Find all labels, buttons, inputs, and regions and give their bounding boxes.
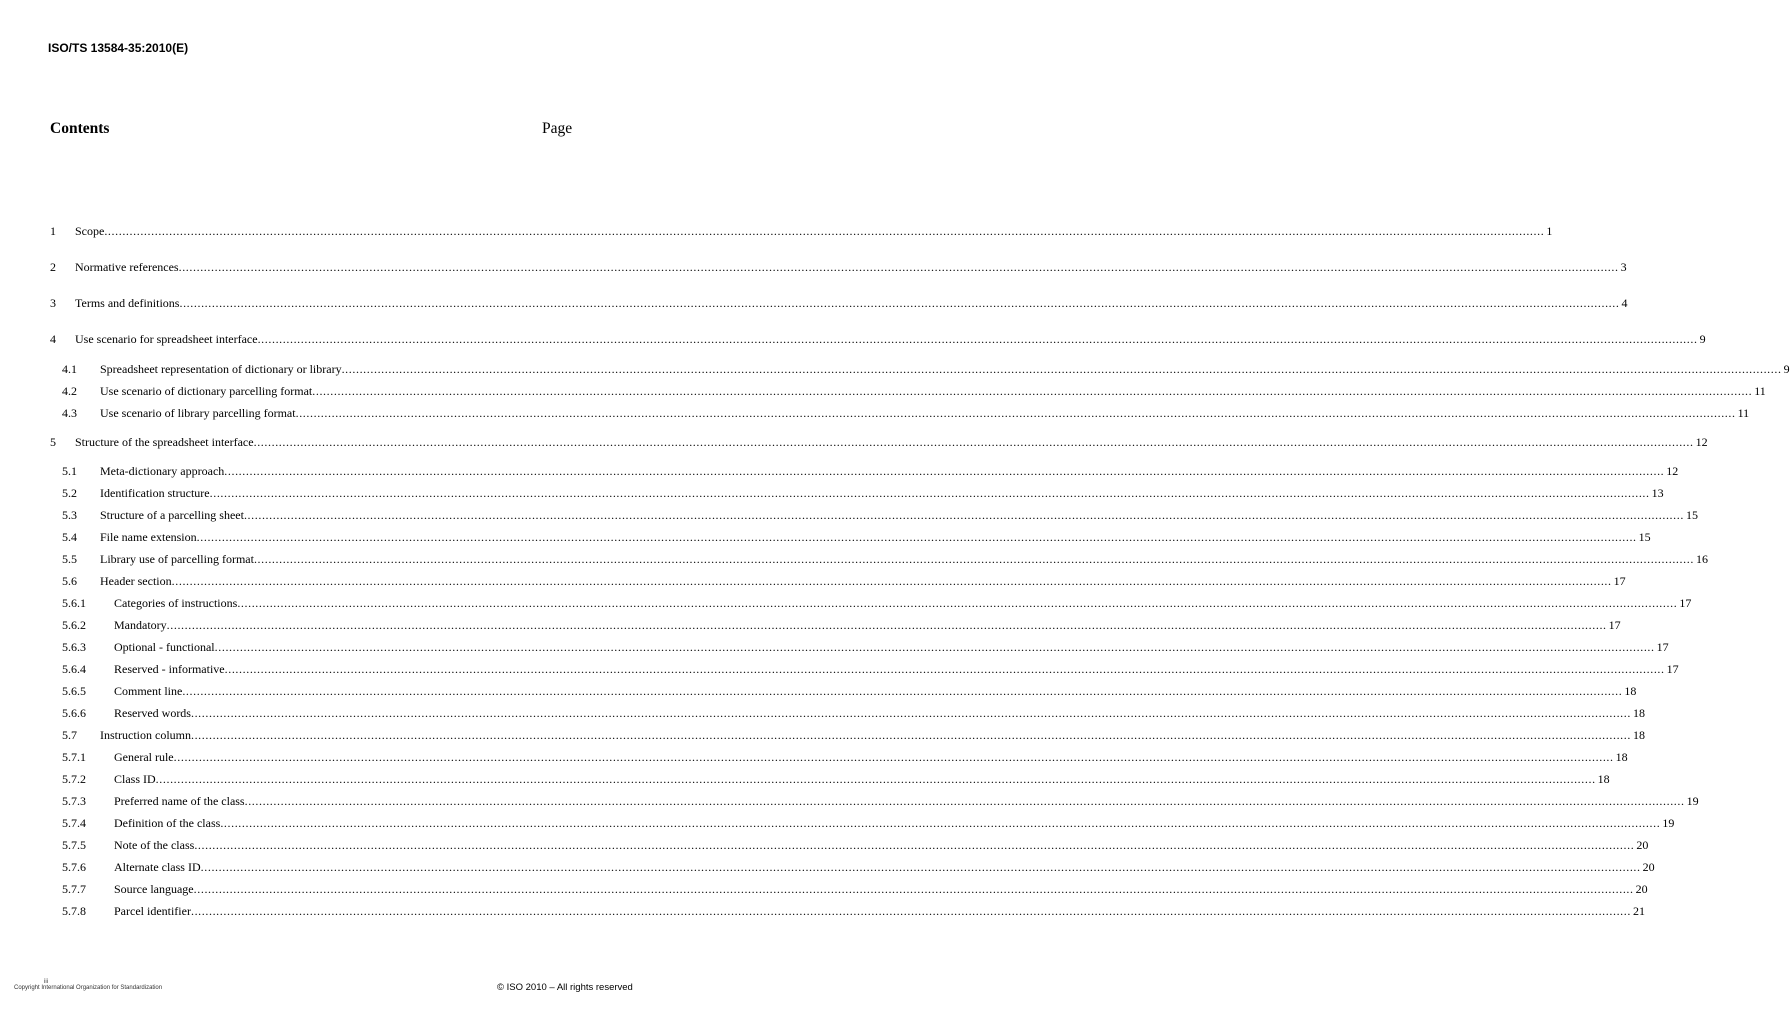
toc-entry-title: Scope [75, 224, 105, 238]
toc-dot-leader: ................................................................................................................................................................................................................................................................................................................................................................................................................ [155, 772, 1596, 786]
toc-entry-title: Parcel identifier [114, 904, 191, 918]
toc-entry-page: 9 [1783, 362, 1790, 376]
toc-dot-leader: ................................................................................................................................................................................................................................................................................................................................................................................................................ [179, 296, 1620, 310]
toc-dot-leader: ................................................................................................................................................................................................................................................................................................................................................................................................................ [243, 508, 1684, 522]
footer-copyright-text: Copyright International Organization for Standardization [14, 985, 163, 991]
toc-entry-title: Reserved words [114, 706, 191, 720]
toc-entry-page: 17 [1656, 640, 1669, 654]
toc-entry-number: 5.7.2 [62, 772, 86, 786]
toc-entry-title: Header section [100, 574, 172, 588]
toc-entry-page: 19 [1686, 794, 1699, 808]
toc-dot-leader: ................................................................................................................................................................................................................................................................................................................................................................................................................ [178, 260, 1619, 274]
toc-dot-leader: ................................................................................................................................................................................................................................................................................................................................................................................................................ [214, 640, 1655, 654]
toc-entry[interactable] [0, 405, 1750, 421]
toc-entry-number: 5.6.3 [62, 640, 86, 654]
toc-entry-title: Alternate class ID [114, 860, 201, 874]
toc-entry[interactable] [0, 705, 1645, 721]
toc-entry-number: 5.6.4 [62, 662, 86, 676]
toc-dot-leader: ................................................................................................................................................................................................................................................................................................................................................................................................................ [196, 530, 1637, 544]
toc-entry-title: Reserved - informative [114, 662, 225, 676]
page-column-label: Page [542, 120, 573, 137]
toc-entry-title: Instruction column [100, 728, 191, 742]
toc-dot-leader: ................................................................................................................................................................................................................................................................................................................................................................................................................ [220, 816, 1661, 830]
toc-entry-title: File name extension [100, 530, 197, 544]
toc-dot-leader: ................................................................................................................................................................................................................................................................................................................................................................................................................ [224, 464, 1665, 478]
toc-entry-page: 20 [1642, 860, 1655, 874]
toc-dot-leader: ................................................................................................................................................................................................................................................................................................................................................................................................................ [200, 860, 1641, 874]
toc-entry[interactable] [0, 573, 1626, 589]
toc-entry-title: Source language [114, 882, 194, 896]
toc-entry-number: 5.7.3 [62, 794, 86, 808]
toc-entry-number: 4.3 [62, 406, 77, 420]
toc-entry-page: 18 [1615, 750, 1628, 764]
toc-entry-page: 21 [1632, 904, 1645, 918]
toc-entry[interactable] [0, 259, 1627, 275]
toc-dot-leader: ................................................................................................................................................................................................................................................................................................................................................................................................................ [182, 684, 1623, 698]
toc-entry[interactable] [0, 551, 1708, 567]
toc-entry-number: 5.6.2 [62, 618, 86, 632]
toc-entry-title: Note of the class [114, 838, 195, 852]
toc-entry[interactable] [0, 595, 1692, 611]
toc-entry-page: 18 [1597, 772, 1610, 786]
toc-entry-title: Optional - functional [114, 640, 215, 654]
toc-entry-number: 5.4 [62, 530, 77, 544]
toc-entry-page: 11 [1737, 406, 1750, 420]
toc-dot-leader: ................................................................................................................................................................................................................................................................................................................................................................................................................ [209, 486, 1650, 500]
toc-dot-leader: ................................................................................................................................................................................................................................................................................................................................................................................................................ [104, 224, 1545, 238]
toc-entry-title: General rule [114, 750, 174, 764]
toc-entry-page: 17 [1666, 662, 1679, 676]
toc-entry[interactable] [0, 661, 1679, 677]
toc-entry-title: Meta-dictionary approach [100, 464, 225, 478]
toc-entry-number: 4 [50, 332, 56, 346]
toc-entry-number: 1 [50, 224, 56, 238]
toc-entry[interactable] [0, 683, 1637, 699]
toc-entry-title: Terms and definitions [75, 296, 180, 310]
page-header: ISO/TS 13584-35:2010(E) [48, 41, 189, 55]
toc-entry-number: 4.1 [62, 362, 77, 376]
toc-entry[interactable] [0, 793, 1699, 809]
toc-entry-number: 5.3 [62, 508, 77, 522]
toc-entry-page: 18 [1632, 728, 1645, 742]
toc-entry-number: 5.7.6 [62, 860, 86, 874]
toc-entry-page: 12 [1666, 464, 1679, 478]
toc-entry-page: 20 [1636, 838, 1649, 852]
toc-dot-leader: ................................................................................................................................................................................................................................................................................................................................................................................................................ [190, 728, 1631, 742]
toc-entry-number: 5.6.1 [62, 596, 86, 610]
footer-roman-page: iii [44, 979, 48, 985]
toc-entry-title: Class ID [114, 772, 156, 786]
toc-entry-title: Use scenario for spreadsheet interface [75, 332, 258, 346]
toc-dot-leader: ................................................................................................................................................................................................................................................................................................................................................................................................................ [253, 435, 1694, 449]
toc-dot-leader: ................................................................................................................................................................................................................................................................................................................................................................................................................ [224, 662, 1665, 676]
toc-entry[interactable] [0, 361, 1790, 377]
toc-dot-leader: ................................................................................................................................................................................................................................................................................................................................................................................................................ [341, 362, 1782, 376]
toc-entry-title: Preferred name of the class [114, 794, 245, 808]
toc-entry[interactable] [0, 295, 1628, 311]
toc-entry-page: 18 [1624, 684, 1637, 698]
toc-dot-leader: ................................................................................................................................................................................................................................................................................................................................................................................................................ [312, 384, 1753, 398]
toc-dot-leader: ................................................................................................................................................................................................................................................................................................................................................................................................................ [194, 838, 1635, 852]
toc-entry-number: 3 [50, 296, 56, 310]
toc-entry-page: 16 [1695, 552, 1708, 566]
toc-dot-leader: ................................................................................................................................................................................................................................................................................................................................................................................................................ [190, 706, 1631, 720]
toc-entry[interactable] [0, 617, 1621, 633]
toc-entry-page: 1 [1546, 224, 1553, 238]
toc-entry-page: 17 [1679, 596, 1692, 610]
toc-entry-page: 15 [1638, 530, 1651, 544]
toc-entry[interactable] [0, 727, 1645, 743]
toc-entry-title: Categories of instructions [114, 596, 238, 610]
toc-entry-number: 5.2 [62, 486, 77, 500]
toc-entry-title: Comment line [114, 684, 183, 698]
toc-entry-number: 5.6 [62, 574, 77, 588]
toc-dot-leader: ................................................................................................................................................................................................................................................................................................................................................................................................................ [166, 618, 1607, 632]
toc-entry[interactable] [0, 485, 1664, 501]
toc-entry[interactable] [0, 903, 1645, 919]
toc-entry-title: Structure of a parcelling sheet [100, 508, 244, 522]
toc-entry-title: Identification structure [100, 486, 210, 500]
toc-dot-leader: ................................................................................................................................................................................................................................................................................................................................................................................................................ [295, 406, 1736, 420]
toc-entry-page: 13 [1651, 486, 1664, 500]
toc-entry[interactable] [0, 837, 1649, 853]
toc-entry-page: 11 [1754, 384, 1766, 398]
toc-entry-number: 5.6.5 [62, 684, 86, 698]
toc-entry[interactable] [0, 529, 1651, 545]
toc-entry-number: 5.7.1 [62, 750, 86, 764]
toc-dot-leader: ................................................................................................................................................................................................................................................................................................................................................................................................................ [171, 574, 1612, 588]
toc-entry-page: 3 [1620, 260, 1627, 274]
toc-entry[interactable] [0, 771, 1610, 787]
toc-entry-title: Use scenario of dictionary parcelling format [100, 384, 313, 398]
toc-entry-title: Normative references [75, 260, 179, 274]
toc-dot-leader: ................................................................................................................................................................................................................................................................................................................................................................................................................ [173, 750, 1614, 764]
toc-dot-leader: ................................................................................................................................................................................................................................................................................................................................................................................................................ [253, 552, 1694, 566]
toc-entry-page: 20 [1635, 882, 1648, 896]
toc-entry-page: 19 [1662, 816, 1675, 830]
toc-entry-number: 5.7.7 [62, 882, 86, 896]
toc-dot-leader: ................................................................................................................................................................................................................................................................................................................................................................................................................ [190, 904, 1631, 918]
toc-entry-number: 5.7.5 [62, 838, 86, 852]
toc-entry-page: 18 [1632, 706, 1645, 720]
toc-dot-leader: ................................................................................................................................................................................................................................................................................................................................................................................................................ [244, 794, 1685, 808]
footer-copyright-left [14, 979, 163, 991]
toc-entry-title: Library use of parcelling format [100, 552, 254, 566]
toc-entry[interactable] [0, 434, 1708, 450]
toc-entry[interactable] [0, 507, 1698, 523]
toc-entry-page: 9 [1699, 332, 1706, 346]
toc-entry-title: Definition of the class [114, 816, 221, 830]
toc-entry[interactable] [0, 881, 1648, 897]
toc-entry-number: 5.5 [62, 552, 77, 566]
toc-entry[interactable] [0, 383, 1766, 399]
footer-copyright-right: © ISO 2010 – All rights reserved [497, 982, 633, 993]
toc-entry-number: 5 [50, 435, 56, 449]
toc-entry[interactable] [0, 639, 1669, 655]
contents-title: Contents [50, 120, 110, 137]
toc-entry[interactable] [0, 859, 1655, 875]
toc-dot-leader: ................................................................................................................................................................................................................................................................................................................................................................................................................ [257, 332, 1698, 346]
toc-entry-page: 15 [1685, 508, 1698, 522]
toc-entry-title: Mandatory [114, 618, 167, 632]
toc-entry-number: 5.1 [62, 464, 77, 478]
toc-entry-title: Use scenario of library parcelling format [100, 406, 296, 420]
toc-entry-number: 5.7 [62, 728, 77, 742]
toc-entry-number: 2 [50, 260, 56, 274]
toc-entry-page: 4 [1621, 296, 1628, 310]
toc-entry-page: 17 [1608, 618, 1621, 632]
toc-entry-number: 5.7.8 [62, 904, 86, 918]
toc-entry-number: 5.7.4 [62, 816, 86, 830]
toc-entry[interactable] [0, 331, 1706, 347]
toc-entry[interactable] [0, 223, 1553, 239]
toc-entry-number: 5.6.6 [62, 706, 86, 720]
toc-entry[interactable] [0, 463, 1679, 479]
toc-entry-title: Spreadsheet representation of dictionary or library [100, 362, 342, 376]
toc-entry-page: 12 [1695, 435, 1708, 449]
toc-entry-number: 4.2 [62, 384, 77, 398]
toc-entry[interactable] [0, 815, 1675, 831]
toc-dot-leader: ................................................................................................................................................................................................................................................................................................................................................................................................................ [237, 596, 1678, 610]
toc-dot-leader: ................................................................................................................................................................................................................................................................................................................................................................................................................ [193, 882, 1634, 896]
toc-entry-title: Structure of the spreadsheet interface [75, 435, 254, 449]
toc-entry-page: 17 [1613, 574, 1626, 588]
toc-entry[interactable] [0, 749, 1628, 765]
